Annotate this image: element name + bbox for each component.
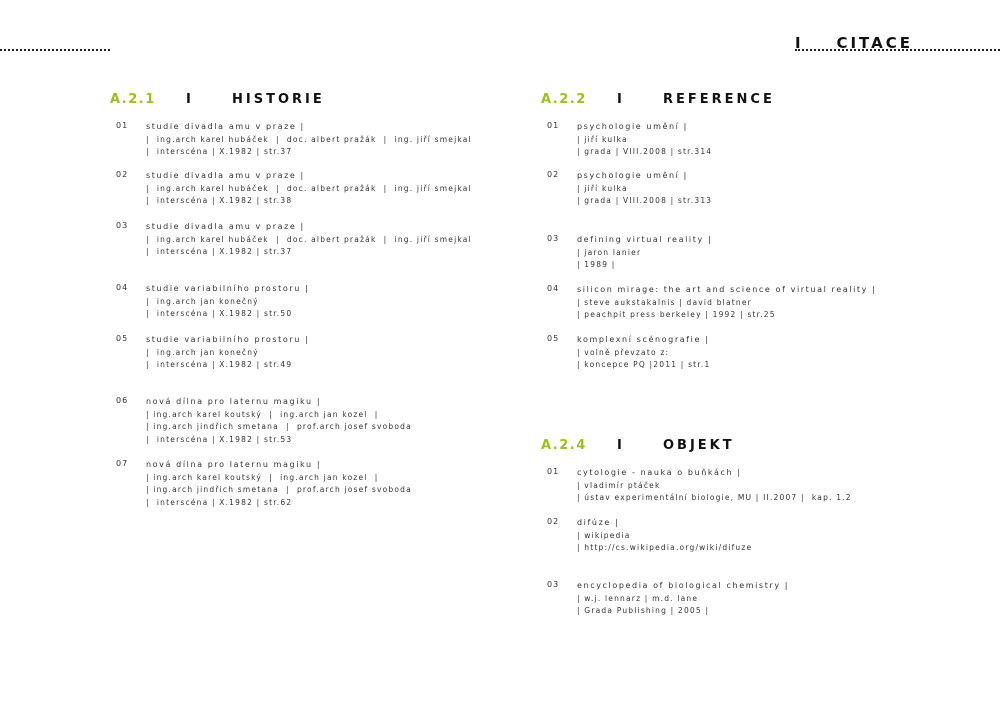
citation-detail: | ing.arch karel koutský | ing.arch jan kozel | [146,472,379,482]
citation-title: studie divadla amu v praze | [146,171,305,180]
citation-title: nová dílna pro laternu magiku | [146,397,322,406]
section-code: A.2.4 [541,438,587,453]
citation-lines [146,121,550,159]
citation-title: silicon mirage: the art and science of virtual reality | [577,285,877,294]
citation-detail: | ing.arch karel hubáček | doc. albert pražák | ing. jiří smejkal [146,134,472,144]
citation-detail: | volně převzato z: [577,347,670,357]
citation-entry [110,121,550,159]
citation-number: 01 [547,467,560,476]
citation-lines [146,283,550,321]
citation-number: 04 [547,284,560,293]
citation-lines [577,121,981,159]
section-objekt [541,438,981,616]
citation-number: 05 [547,334,560,343]
citation-title: encyclopedia of biological chemistry | [577,581,790,590]
section-separator: I [186,92,191,107]
citation-detail: | ing.arch karel hubáček | doc. albert pražák | ing. jiří smejkal [146,234,472,244]
section-separator: I [617,92,622,107]
citation-title: nová dílna pro laternu magiku | [146,460,322,469]
citation-title: studie variabilního prostoru | [146,284,310,293]
citation-lines [577,580,981,618]
citation-detail: | http://cs.wikipedia.org/wiki/difuze [577,543,753,553]
section-code: A.2.1 [110,92,156,107]
citation-detail: | interscéna | X.1982 | str.38 [146,196,293,206]
citation-lines [146,170,550,208]
citation-number: 04 [116,283,129,292]
citation-entry [110,396,550,447]
citation-detail: | peachpit press berkeley | 1992 | str.25 [577,310,776,320]
citation-detail: | ústav experimentální biologie, MU | II.2007 | kap. 1.2 [577,493,852,503]
section-reference [541,92,981,370]
section-title: REFERENCE [663,92,775,107]
citation-detail: | interscéna | X.1982 | str.53 [146,435,293,445]
citation-detail: | steve aukstakalnis | david blatner [577,297,752,307]
citation-detail: | 1989 | [577,260,616,270]
section-header [110,92,550,112]
citation-number: 03 [547,234,560,243]
citation-title: studie divadla amu v praze | [146,222,305,231]
citation-title: studie divadla amu v praze | [146,122,305,131]
section-historie [110,92,550,508]
citation-entry [110,170,550,208]
citation-detail: | vladimír ptáček [577,480,661,490]
citation-detail: | ing.arch jindřich smetana | prof.arch josef svoboda [146,422,412,432]
citation-entry [541,334,981,372]
section-title: OBJEKT [663,438,735,453]
citation-title: difúze | [577,518,620,527]
citation-number: 07 [116,459,129,468]
section-title: HISTORIE [232,92,325,107]
citation-lines [577,234,981,272]
citation-detail: | ing.arch jan konečný [146,296,259,306]
citation-entry [541,467,981,505]
citation-detail: | interscéna | X.1982 | str.37 [146,247,293,257]
citation-entry [541,580,981,618]
citation-detail: | ing.arch jindřich smetana | prof.arch josef svoboda [146,485,412,495]
citation-entry [110,221,550,259]
section-code: A.2.2 [541,92,587,107]
left-dotted-rule [0,49,110,51]
citation-title: komplexní scénografie | [577,335,710,344]
citation-detail: | grada | VIII.2008 | str.313 [577,196,713,206]
citation-number: 02 [547,517,560,526]
citation-number: 01 [547,121,560,130]
citation-entry [110,459,550,510]
citation-number: 02 [116,170,129,179]
citation-title: psychologie umění | [577,122,688,131]
citation-detail: | interscéna | X.1982 | str.50 [146,309,293,319]
citation-lines [577,467,981,505]
citation-title: psychologie umění | [577,171,688,180]
citation-detail: | wikipedia [577,530,631,540]
citation-number: 02 [547,170,560,179]
citation-detail: | koncepce PQ |2011 | str.1 [577,360,711,370]
citation-number: 05 [116,334,129,343]
citation-entry [541,170,981,208]
citation-lines [577,284,981,322]
citation-number: 03 [547,580,560,589]
citation-detail: | grada | VIII.2008 | str.314 [577,147,713,157]
section-header [541,92,981,112]
citation-lines [577,170,981,208]
citation-detail: | jaron lanier [577,247,642,257]
citation-lines [146,459,550,510]
citation-detail: | w.j. lennarz | m.d. lane [577,593,699,603]
citation-entry [541,121,981,159]
citation-entry [110,283,550,321]
citation-detail: | interscéna | X.1982 | str.37 [146,147,293,157]
citation-detail: | ing.arch jan konečný [146,347,259,357]
citation-detail: | Grada Publishing | 2005 | [577,606,710,616]
page-title: I CITACE [795,34,913,52]
citation-entry [541,517,981,555]
citation-title: cytologie - nauka o buňkách | [577,468,742,477]
citation-number: 06 [116,396,129,405]
citation-detail: | jiří kulka [577,134,628,144]
citation-lines [146,221,550,259]
section-header [541,438,981,458]
citation-number: 01 [116,121,129,130]
citation-lines [146,334,550,372]
citation-lines [577,517,981,555]
citation-title: defining virtual reality | [577,235,713,244]
citation-entry [541,234,981,272]
citation-detail: | ing.arch karel hubáček | doc. albert pražák | ing. jiří smejkal [146,183,472,193]
citation-detail: | ing.arch karel koutský | ing.arch jan kozel | [146,409,379,419]
citation-detail: | interscéna | X.1982 | str.49 [146,360,293,370]
citation-title: studie variabilního prostoru | [146,335,310,344]
citation-entry [541,284,981,322]
citation-detail: | jiří kulka [577,183,628,193]
citation-lines [577,334,981,372]
section-separator: I [617,438,622,453]
citation-entry [110,334,550,372]
citation-detail: | interscéna | X.1982 | str.62 [146,498,293,508]
citation-number: 03 [116,221,129,230]
citation-lines [146,396,550,447]
